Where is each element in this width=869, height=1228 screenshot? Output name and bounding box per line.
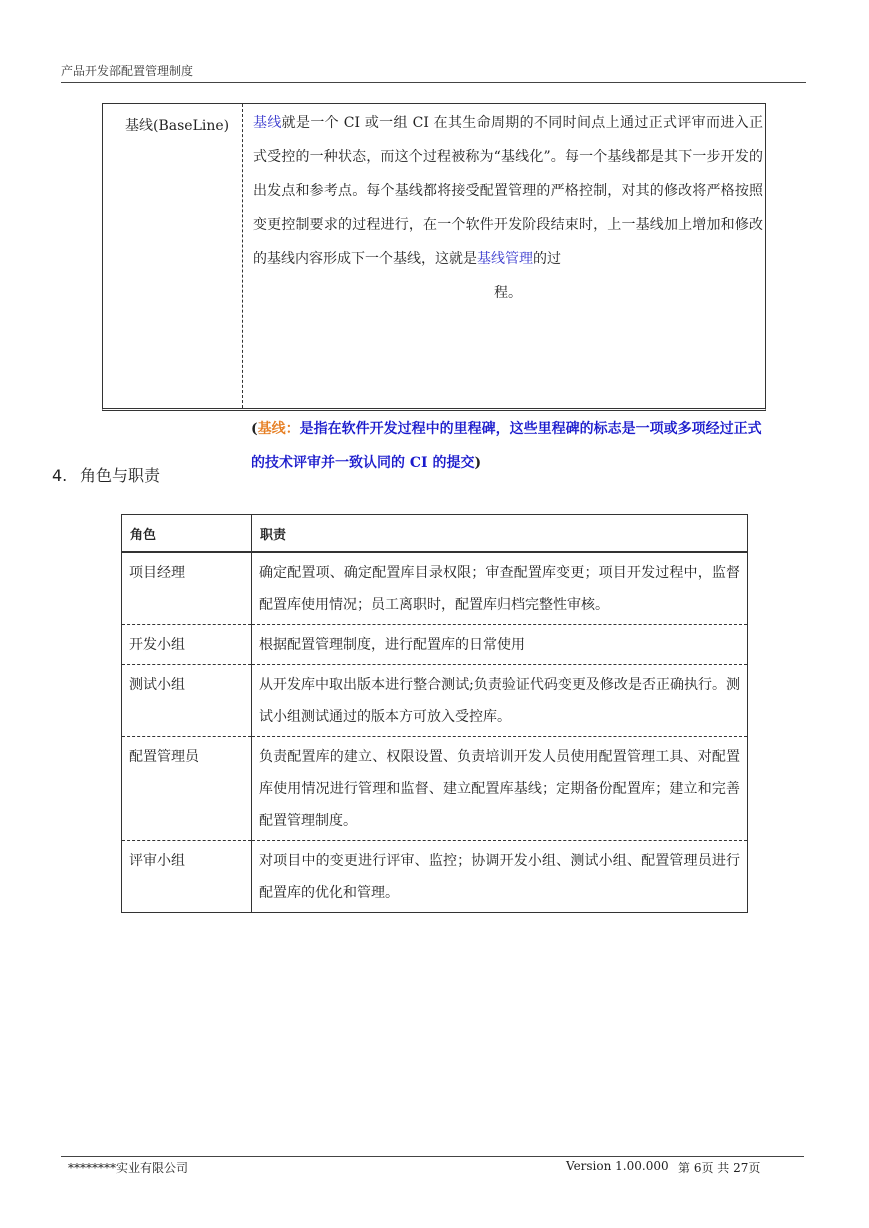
role-cell: 开发小组: [122, 625, 252, 665]
note-open-paren: (: [251, 421, 258, 437]
role-cell: 测试小组: [122, 665, 252, 737]
duty-cell: 负责配置库的建立、权限设置、负责培训开发人员使用配置管理工具、对配置库使用情况进行管理和监督、建立配置库基线；定期备份配置库；建立和完善配置管理制度。: [252, 737, 748, 841]
definition-text: 就是一个 CI 或一组 CI 在其生命周期的不同时间点上通过正式评审而进入正式受控的一种状态，而这个过程被称为“基线化”。每一个基线都是其下一步开发的出发点和参考点。每个基线都将接受配置管理的严格控制，对其的修改将严格按照变更控制要求的过程进行，在一个软件开发阶段结束时，上一基线加上增加和修改的基线内容形成下一个基线，这就是: [253, 115, 763, 267]
definition-term: 基线(BaseLine): [125, 118, 230, 134]
table-row: [122, 665, 748, 737]
role-cell: 评审小组: [122, 841, 252, 913]
duty-cell: 根据配置管理制度，进行配置库的日常使用: [252, 625, 748, 665]
company-name: ********实业有限公司: [68, 1161, 189, 1175]
header-role: 角色: [122, 515, 252, 553]
page-number: 第 6页 共 27页: [678, 1161, 761, 1175]
version-label: Version 1.00.000: [566, 1159, 669, 1173]
note-label: 基线：: [257, 421, 300, 437]
definition-text-tail: 的过: [533, 251, 561, 267]
note-close-paren: ): [474, 455, 482, 471]
note-text: 是指在软件开发过程中的里程碑，这些里程碑的标志是一项或多项经过正式的技术评审并一致认同的 CI 的提交: [251, 421, 762, 471]
baseline-definition-table: [102, 103, 766, 471]
roles-table: [121, 514, 748, 913]
definition-body: [253, 106, 763, 310]
section-number: 4.: [52, 466, 68, 485]
definition-note: [251, 412, 763, 480]
section-title: 角色与职责: [80, 466, 161, 485]
page-header: [61, 62, 806, 83]
duty-cell: 确定配置项、确定配置库目录权限；审查配置库变更；项目开发过程中，监督配置库使用情况；员工离职时，配置库归档完整性审核。: [252, 552, 748, 625]
duty-cell: 对项目中的变更进行评审、监控；协调开发小组、测试小组、配置管理员进行配置库的优化和管理。: [252, 841, 748, 913]
duty-cell: 从开发库中取出版本进行整合测试;负责验证代码变更及修改是否正确执行。测试小组测试通过的版本方可放入受控库。: [252, 665, 748, 737]
page-footer: [61, 1156, 804, 1177]
table-row: [122, 841, 748, 913]
baseline-management-link[interactable]: 基线管理: [477, 251, 533, 267]
table-row: [122, 737, 748, 841]
header-duty: 职责: [252, 515, 748, 553]
baseline-link[interactable]: 基线: [253, 115, 282, 131]
role-cell: 项目经理: [122, 552, 252, 625]
table-header-row: [122, 515, 748, 553]
definition-term-cell: [103, 104, 243, 408]
section-heading: [52, 465, 160, 487]
definition-last-line: 程。: [494, 285, 522, 301]
table-row: [122, 552, 748, 625]
role-cell: 配置管理员: [122, 737, 252, 841]
document-title: 产品开发部配置管理制度: [61, 64, 194, 78]
table-row: [122, 625, 748, 665]
